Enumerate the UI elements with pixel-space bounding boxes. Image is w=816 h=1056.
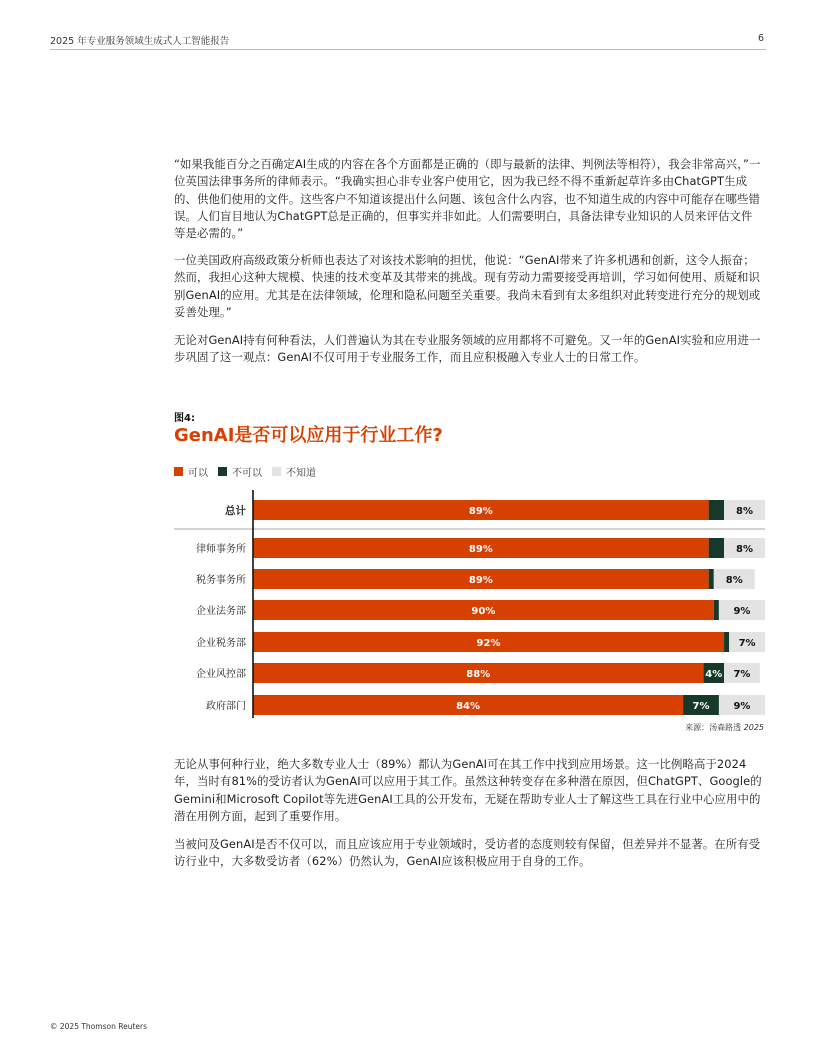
bar-segment-no xyxy=(714,600,719,620)
category-label: 税务事务所 xyxy=(196,575,246,586)
bar-data-label: 7% xyxy=(738,638,756,649)
bar-data-label: 9% xyxy=(733,606,751,617)
category-label: 总计 xyxy=(225,505,246,517)
running-header-title: 2025 年专业服务领域生成式人工智能报告 xyxy=(50,36,230,47)
bar-segment-no xyxy=(709,569,714,589)
bar-data-label: 7% xyxy=(692,701,710,712)
bar-data-label: 89% xyxy=(468,506,493,517)
paragraph-quote-us-analyst: 一位美国政府高级政策分析师也表达了对该技术影响的担忧，他说：“GenAI带来了许多机遇和创新，这令人振奋；然而，我担心这种大规模、快速的技术变革及其带来的挑战。现有劳动力需要接受再培训，学习如何使用、质疑和识别GenAI的应用。尤其是在法律领域，伦理和隐私问题至关重要。我尚未看到有太多组织对此转变进行充分的规划或妥善处理。” xyxy=(174,253,761,319)
bar-data-label: 92% xyxy=(476,638,501,649)
category-label: 律师事务所 xyxy=(196,544,246,555)
bar-data-label: 90% xyxy=(471,606,496,617)
legend-label-no: 不可以 xyxy=(232,468,262,479)
bar-data-label: 8% xyxy=(736,506,754,517)
figure-label: 图4: xyxy=(174,413,195,424)
bar-data-label: 8% xyxy=(725,575,743,586)
paragraph-should-apply: 当被问及GenAI是否不仅可以，而且应该应用于专业领域时，受访者的态度则较有保留，但差异并不显著。在所有受访行业中，大多数受访者（62%）仍然认为，GenAI应该积极应用于自身的工作。 xyxy=(174,837,761,869)
chart-source-year: 2025 xyxy=(743,723,764,732)
bar-data-label: 7% xyxy=(733,669,751,680)
chart-source xyxy=(685,722,764,733)
legend-label-unknown: 不知道 xyxy=(286,468,316,479)
bar-data-label: 9% xyxy=(733,701,751,712)
category-label: 政府部门 xyxy=(206,701,246,712)
category-label: 企业税务部 xyxy=(196,638,246,649)
bar-data-label: 89% xyxy=(468,544,493,555)
bar-data-label: 4% xyxy=(705,669,723,680)
bar-segment-no xyxy=(709,538,724,558)
bar-data-label: 89% xyxy=(468,575,493,586)
footer-copyright: © 2025 Thomson Reuters xyxy=(50,1022,148,1031)
paragraph-findings: 无论从事何种行业，绝大多数专业人士（89%）都认为GenAI可在其工作中找到应用场景。这一比例略高于2024年，当时有81%的受访者认为GenAI可以应用于其工作。虽然这种转变存在多种潜在原因，但ChatGPT、Google的Gemini和Microsoft Copilot等先进GenAI工具的公开发布，无疑在帮助专业人士了解这些工具在行业中心应用中的潜在用例方面，起到了重要作用。 xyxy=(174,757,762,823)
bar-segment-no xyxy=(709,500,724,520)
paragraph-inevitability: 无论对GenAI持有何种看法，人们普遍认为其在专业服务领域的应用都将不可避免。又一年的GenAI实验和应用进一步巩固了这一观点：GenAI不仅可用于专业服务工作，而且应积极融入专业人士的日常工作。 xyxy=(174,333,761,365)
category-label: 企业法务部 xyxy=(196,606,246,617)
category-label: 企业风控部 xyxy=(196,669,246,680)
legend-label-yes: 可以 xyxy=(188,468,208,479)
bar-segment-no xyxy=(724,632,729,652)
bar-data-label: 84% xyxy=(456,701,481,712)
page-number: 6 xyxy=(757,33,764,44)
paragraph-quote-uk-lawyer: “如果我能百分之百确定AI生成的内容在各个方面都是正确的（即与最新的法律、判例法等相符），我会非常高兴，”一位英国法律事务所的律师表示。“我确实担心非专业客户使用它，因为我已经不得不重新起草许多由ChatGPT生成的、供他们使用的文件。这些客户不知道该提出什么问题、该包含什么内容，也不知道生成的内容中可能存在哪些错误。人们盲目地认为ChatGPT总是正确的，但事实并非如此。人们需要明白，具备法律专业知识的人员来评估文件等是必需的。” xyxy=(174,157,761,241)
figure-title: GenAI是否可以应用于行业工作? xyxy=(174,425,443,446)
chart-source-prefix: 来源：汤森路透 xyxy=(685,723,744,732)
bar-data-label: 8% xyxy=(736,544,754,555)
bar-data-label: 88% xyxy=(466,669,491,680)
